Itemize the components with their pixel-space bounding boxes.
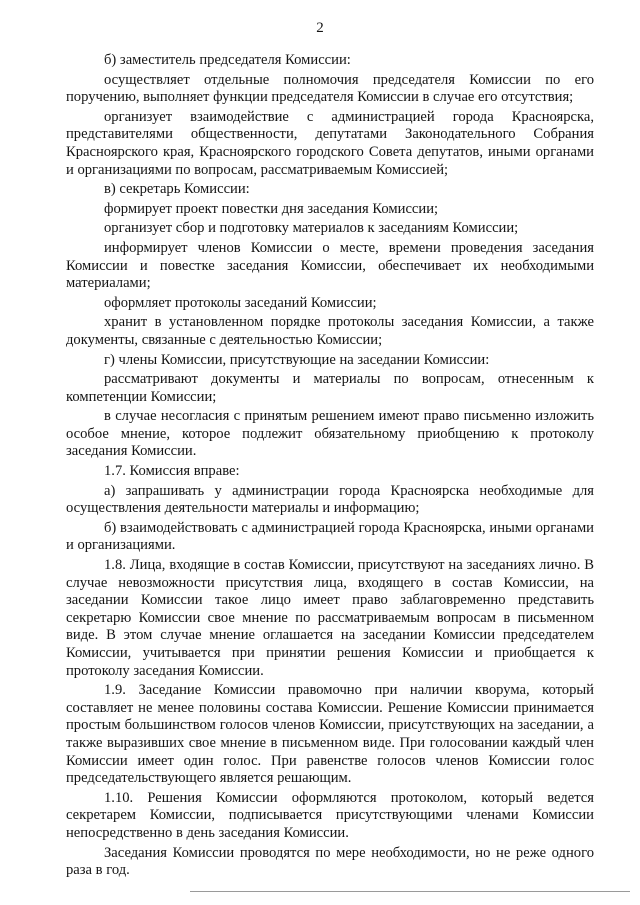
paragraph-members-review: рассматривают документы и материалы по вопросам, отнесенным к компетенции Комиссии; [66,371,594,405]
paragraph-members-dissent: в случае несогласия с принятым решением имеют право письменно изложить особое мнение, которое подлежит обязательному приобщению к протоколу заседания Комиссии. [66,408,594,460]
paragraph-section-1-7: 1.7. Комиссия вправе: [104,463,240,480]
paragraph-secretary-agenda: формирует проект повестки дня заседания Комиссии; [104,200,439,217]
paragraph-meetings-frequency: Заседания Комиссии проводятся по мере необходимости, но не реже одного раза в год. [66,844,594,879]
paragraph-secretary-storage: хранит в установленном порядке протоколы заседания Комиссии, а также документы, связанные с деятельностью Комиссии; [66,314,594,348]
paragraph-section-1-9: 1.9. Заседание Комиссии правомочно при наличии кворума, который составляет не менее половины состава Комиссии. Решение Комиссии принимается простым большинством голосов членов Комиссии, присутствующих на заседании, а также выразивших свое мнение в письменном виде. При голосовании каждый член Комиссии имеет один голос. При равенстве голосов членов Комиссии голос председательствующего является решающим. [66,682,594,787]
paragraph-secretary-protocols: оформляет протоколы заседаний Комиссии; [104,294,377,311]
document-body [66,52,594,880]
paragraph-right-interact: б) взаимодействовать с администрацией города Красноярска, иными органами и организациями. [66,519,594,554]
paragraph-members-heading: г) члены Комиссии, присутствующие на заседании Комиссии: [104,351,490,368]
page-number: 2 [316,20,324,36]
paragraph-right-request: а) запрашивать у администрации города Красноярска необходимые для осуществления деятельности материалы и информацию; [66,482,594,517]
paragraph-deputy-chair-powers: осуществляет отдельные полномочия председателя Комиссии по его поручению, выполняет функции председателя Комиссии в случае его отсутствия; [66,71,594,106]
paragraph-deputy-chair-heading: б) заместитель председателя Комиссии: [104,52,351,68]
paragraph-section-1-10: 1.10. Решения Комиссии оформляются протоколом, который ведется секретарем Комиссии, подписывается присутствующими членами Комиссии непосредственно в день заседания Комиссии. [66,789,594,841]
paragraph-section-1-8: 1.8. Лица, входящие в состав Комиссии, присутствуют на заседаниях лично. В случае невозможности присутствия лица, входящего в состав Комиссии, на заседании Комиссии такое лицо имеет право заблаговременно представить секретарю Комиссии свое мнение по рассматриваемым вопросам в письменном виде. В этом случае мнение оглашается на заседании Комиссии председателем Комиссии, учитывается при принятии решения Комиссии и приобщается к протоколу заседания Комиссии. [66,557,594,679]
paragraph-secretary-informs: информирует членов Комиссии о месте, времени проведения заседания Комиссии и повестке заседания Комиссии, обеспечивает их необходимыми материалами; [66,239,594,292]
bottom-rule [190,891,630,892]
paragraph-deputy-chair-interaction: организует взаимодействие с администрацией города Красноярска, представителями общественности, депутатами Законодательного Собрания Красноярского края, Красноярского городского Совета депутатов, иными органами и организациями по вопросам, рассматриваемым Комиссией; [66,108,594,178]
paragraph-secretary-heading: в) секретарь Комиссии: [104,181,250,198]
paragraph-secretary-materials: организует сбор и подготовку материалов к заседаниям Комиссии; [104,220,519,237]
